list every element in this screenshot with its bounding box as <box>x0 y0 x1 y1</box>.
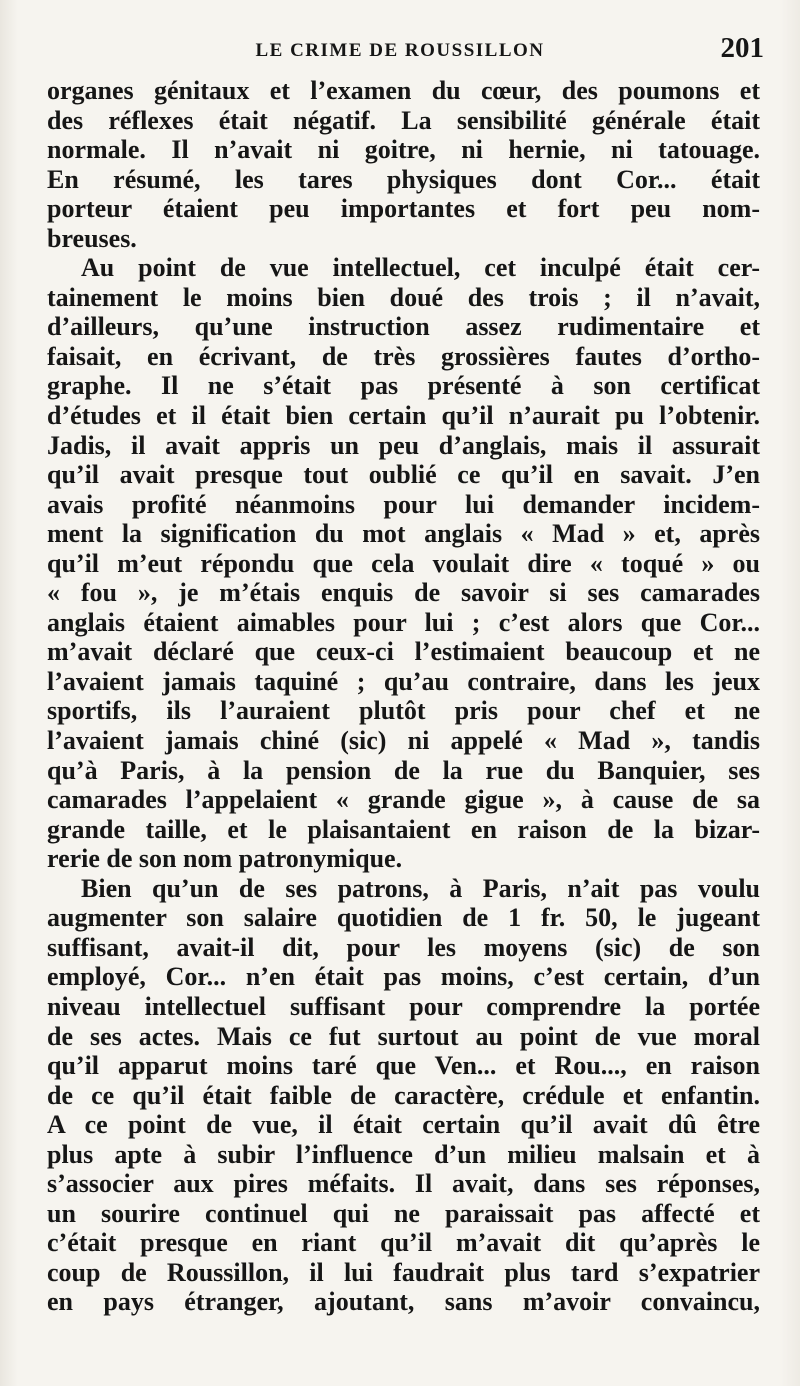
text-line: ment la signification du mot anglais « Mad » et, après <box>47 519 760 549</box>
text-line: augmenter son salaire quotidien de 1 fr. 50, le jugeant <box>47 903 760 933</box>
text-line: de ses actes. Mais ce fut surtout au point de vue moral <box>47 1021 760 1051</box>
page-header <box>0 30 800 70</box>
text-line: d’ailleurs, qu’une instruction assez rudimentaire et <box>47 312 760 342</box>
body-text <box>47 76 760 1317</box>
text-line: un sourire continuel qui ne paraissait pas affecté et <box>47 1198 760 1228</box>
text-line: sportifs, ils l’auraient plutôt pris pour chef et ne <box>47 696 760 726</box>
text-line: avais profité néanmoins pour lui demander incidem- <box>47 489 760 519</box>
text-line: porteur étaient peu importantes et fort peu nom- <box>47 194 760 224</box>
text-line: tainement le moins bien doué des trois ; il n’avait, <box>47 282 760 312</box>
text-line: s’associer aux pires méfaits. Il avait, dans ses réponses, <box>47 1169 760 1199</box>
text-line: niveau intellectuel suffisant pour comprendre la portée <box>47 991 760 1021</box>
text-line: Jadis, il avait appris un peu d’anglais, mais il assurait <box>47 430 760 460</box>
running-title: LE CRIME DE ROUSSILLON <box>255 40 545 61</box>
text-line: m’avait déclaré que ceux-ci l’estimaient beaucoup et ne <box>47 637 760 667</box>
text-line: « fou », je m’étais enquis de savoir si ses camarades <box>47 578 760 608</box>
text-line: de ce qu’il était faible de caractère, crédule et enfantin. <box>47 1080 760 1110</box>
text-line: En résumé, les tares physiques dont Cor... était <box>47 164 760 194</box>
text-line: suffisant, avait-il dit, pour les moyens (sic) de son <box>47 932 760 962</box>
text-line: l’avaient jamais taquiné ; qu’au contraire, dans les jeux <box>47 666 760 696</box>
text-line: A ce point de vue, il était certain qu’il avait dû être <box>47 1110 760 1140</box>
text-line: qu’il avait presque tout oublié ce qu’il en savait. J’en <box>47 460 760 490</box>
text-line: Au point de vue intellectuel, cet inculpé était cer- <box>81 253 760 283</box>
text-line: anglais étaient aimables pour lui ; c’est alors que Cor... <box>47 607 760 637</box>
text-line: plus apte à subir l’influence d’un milieu malsain et à <box>47 1139 760 1169</box>
text-line: qu’il m’eut répondu que cela voulait dire « toqué » ou <box>47 548 760 578</box>
text-line: organes génitaux et l’examen du cœur, des poumons et <box>47 76 760 105</box>
text-line: graphe. Il ne s’était pas présenté à son certificat <box>47 371 760 401</box>
text-line: grande taille, et le plaisantaient en raison de la bizar- <box>47 814 760 844</box>
text-line: employé, Cor... n’en était pas moins, c’est certain, d’un <box>47 962 760 992</box>
text-line: qu’à Paris, à la pension de la rue du Banquier, ses <box>47 755 760 785</box>
text-line: Bien qu’un de ses patrons, à Paris, n’ait pas voulu <box>81 873 760 903</box>
page-number: 201 <box>720 32 764 64</box>
text-line: faisait, en écrivant, de très grossières fautes d’ortho- <box>47 341 760 371</box>
text-line: qu’il apparut moins taré que Ven... et Rou..., en raison <box>47 1051 760 1081</box>
text-line: des réflexes était négatif. La sensibilité générale était <box>47 105 760 135</box>
text-line: breuses. <box>47 223 137 253</box>
text-line: c’était presque en riant qu’il m’avait dit qu’après le <box>47 1228 760 1258</box>
text-line: coup de Roussillon, il lui faudrait plus tard s’expatrier <box>47 1257 760 1287</box>
text-line: d’études et il était bien certain qu’il n’aurait pu l’obtenir. <box>47 401 760 431</box>
text-line: normale. Il n’avait ni goitre, ni hernie, ni tatouage. <box>47 135 760 165</box>
text-line: l’avaient jamais chiné (sic) ni appelé « Mad », tandis <box>47 726 760 756</box>
text-line: camarades l’appelaient « grande gigue », à cause de sa <box>47 785 760 815</box>
text-line: en pays étranger, ajoutant, sans m’avoir convaincu, <box>47 1287 760 1317</box>
text-line: rerie de son nom patronymique. <box>47 844 403 874</box>
